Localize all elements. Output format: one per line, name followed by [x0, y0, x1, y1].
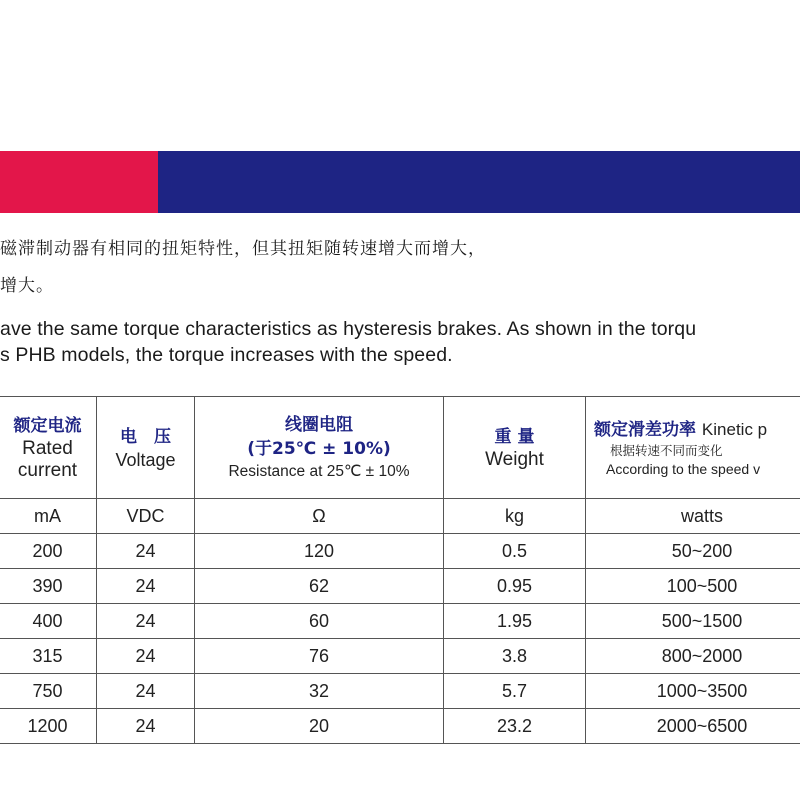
header-current-en-2: current [17, 459, 78, 481]
header-slip-power [586, 397, 800, 499]
header-current-en-1: Rated [22, 437, 73, 459]
unit-weight: kg [444, 499, 586, 534]
header-slip-power-title [594, 418, 800, 442]
cell-weight: 0.95 [444, 569, 586, 604]
table-row [0, 639, 800, 674]
header-resistance-en: Resistance at 25℃ ± 10% [228, 462, 410, 480]
cell-current: 390 [0, 569, 97, 604]
table-header-row [0, 397, 800, 499]
header-band-red [0, 151, 158, 213]
table-row [0, 534, 800, 569]
header-slip-power-en-sub: According to the speed v [606, 460, 761, 477]
header-weight-zh: 重 量 [494, 426, 535, 447]
cell-slip-power: 500~1500 [586, 604, 800, 639]
table-row [0, 709, 800, 744]
header-slip-power-zh: 额定滑差功率 [594, 419, 696, 440]
cell-slip-power: 1000~3500 [586, 674, 800, 709]
cell-weight: 5.7 [444, 674, 586, 709]
cell-resistance: 20 [195, 709, 444, 744]
header-weight [444, 397, 586, 499]
header-slip-power-en: Kinetic p [701, 419, 768, 439]
header-resistance [195, 397, 444, 499]
header-weight-en: Weight [485, 448, 544, 470]
cell-voltage: 24 [97, 709, 195, 744]
cell-voltage: 24 [97, 604, 195, 639]
cell-current: 200 [0, 534, 97, 569]
description-en-line-1: ave the same torque characteristics as hysteresis brakes. As shown in the torqu [0, 318, 697, 340]
cell-voltage: 24 [97, 569, 195, 604]
cell-current: 400 [0, 604, 97, 639]
cell-slip-power: 100~500 [586, 569, 800, 604]
cell-resistance: 76 [195, 639, 444, 674]
header-voltage [97, 397, 195, 499]
description-zh-line-1: 磁滞制动器有相同的扭矩特性，但其扭矩随转速增大而增大， [0, 239, 486, 259]
cell-weight: 23.2 [444, 709, 586, 744]
spec-table [0, 396, 800, 744]
description-en-line-2: s PHB models, the torque increases with the speed. [0, 344, 453, 366]
cell-current: 1200 [0, 709, 97, 744]
cell-slip-power: 800~2000 [586, 639, 800, 674]
unit-current: mA [0, 499, 97, 534]
unit-slip-power: watts [586, 499, 800, 534]
table-row [0, 674, 800, 709]
cell-resistance: 62 [195, 569, 444, 604]
cell-weight: 3.8 [444, 639, 586, 674]
cell-resistance: 60 [195, 604, 444, 639]
cell-weight: 0.5 [444, 534, 586, 569]
header-voltage-en: Voltage [115, 449, 176, 470]
header-resistance-zh-1: 线圈电阻 [285, 414, 353, 435]
cell-current: 750 [0, 674, 97, 709]
header-band-blue [158, 151, 800, 213]
cell-voltage: 24 [97, 639, 195, 674]
cell-resistance: 32 [195, 674, 444, 709]
header-slip-power-zh-sub: 根据转速不同而变化 [610, 442, 723, 458]
table-row [0, 569, 800, 604]
header-current-zh: 额定电流 [13, 415, 82, 436]
cell-voltage: 24 [97, 674, 195, 709]
header-current [0, 397, 97, 499]
header-voltage-zh: 电 压 [120, 426, 171, 447]
unit-voltage: VDC [97, 499, 195, 534]
unit-resistance: Ω [195, 499, 444, 534]
cell-resistance: 120 [195, 534, 444, 569]
description-zh-line-2: 增大。 [0, 276, 54, 296]
cell-current: 315 [0, 639, 97, 674]
cell-slip-power: 2000~6500 [586, 709, 800, 744]
cell-slip-power: 50~200 [586, 534, 800, 569]
table-row [0, 604, 800, 639]
cell-voltage: 24 [97, 534, 195, 569]
header-resistance-zh-2: (于25℃ ± 10%) [247, 438, 391, 459]
table-unit-row [0, 499, 800, 534]
cell-weight: 1.95 [444, 604, 586, 639]
